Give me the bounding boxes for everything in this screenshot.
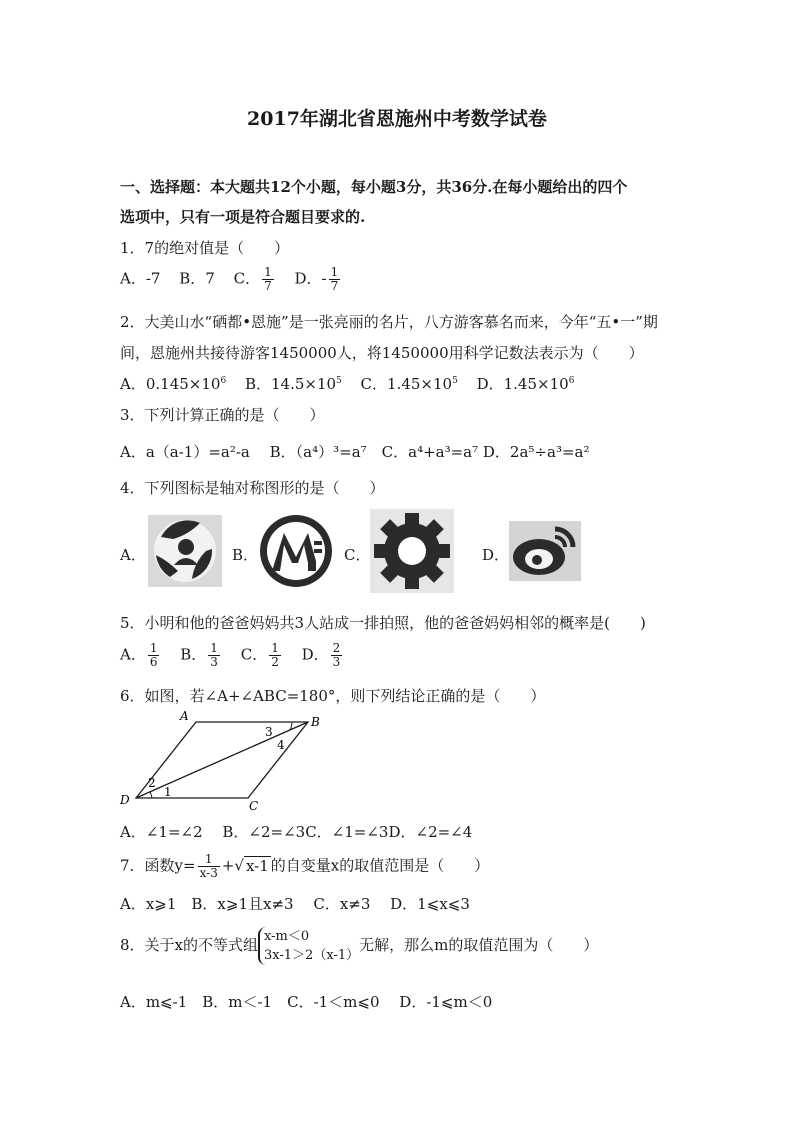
q2-option-c: C．1.45×10 xyxy=(360,375,453,393)
q7-stem-prefix: 7．函数y= xyxy=(120,856,196,875)
q2-option-b: B．14.5×10 xyxy=(244,375,337,393)
q4-option-b-label: B． xyxy=(232,546,259,564)
q4-option-b-icon xyxy=(258,513,334,589)
q2-option-c-exponent: 5 xyxy=(452,376,458,386)
question-2-line1: 2．大美山水“硒都•恩施”是一张亮丽的名片，八方游客慕名而来，今年“五•一”期 xyxy=(120,313,658,331)
question-5-stem: 5．小明和他的爸爸妈妈共3人站成一排拍照，他的爸爸妈妈相邻的概率是( ) xyxy=(120,614,646,632)
q1-option-a: A．-7 xyxy=(120,269,161,288)
q5-option-a: A． xyxy=(120,645,146,664)
q5-option-b: B． xyxy=(180,645,207,664)
question-4-stem: 4．下列图标是轴对称图形的是（ ） xyxy=(120,479,385,497)
section-heading-line2: 选项中，只有一项是符合题目要求的. xyxy=(120,208,366,226)
vertex-label-b: B xyxy=(311,715,320,729)
q2-option-d-exponent: 6 xyxy=(568,376,575,386)
question-7-stem xyxy=(120,853,489,880)
q4-option-d-label: D． xyxy=(482,546,510,564)
question-3-stem: 3．下列计算正确的是（ ） xyxy=(120,406,325,424)
vertex-label-a: A xyxy=(180,709,189,723)
question-1-options xyxy=(120,266,342,293)
q1-option-d: D．- xyxy=(294,269,327,288)
q7-fraction: $\frac{1}{x-3}$ xyxy=(199,852,218,880)
q1-option-c-fraction: $\frac{1}{7}$ xyxy=(264,265,272,293)
question-8-stem xyxy=(120,927,598,965)
vertex-label-c: C xyxy=(249,799,259,812)
question-3-options: A．a（a-1）=a²-a B．（a⁴）³=a⁷ C．a⁴+a³=a⁷ D．2a⁵÷a³=a² xyxy=(120,443,590,461)
q4-option-c-gear-icon xyxy=(370,509,454,593)
question-5-options xyxy=(120,642,344,669)
q4-option-a-icon xyxy=(148,515,222,587)
question-6-stem: 6．如图，若∠A+∠ABC=180°，则下列结论正确的是（ ） xyxy=(120,687,546,705)
q5-option-b-fraction: $\frac{1}{3}$ xyxy=(210,641,218,669)
q8-inequality-system: x-m＜0 3x-1＞2（x-1） xyxy=(258,927,359,965)
q1-option-b: B．7 xyxy=(179,269,215,288)
angle-label-4: 4 xyxy=(277,738,285,752)
q4-option-a-label: A． xyxy=(120,546,146,564)
q1-option-c: C． xyxy=(233,269,261,288)
vertex-label-d: D xyxy=(120,793,130,807)
q1-option-d-fraction: $\frac{1}{7}$ xyxy=(330,265,339,293)
q7-plus: + xyxy=(221,856,235,875)
question-2-line2: 间，恩施州共接待游客1450000人，将1450000用科学记数法表示为（ ） xyxy=(120,344,644,362)
question-1-stem: 1．7的绝对值是（ ） xyxy=(120,239,290,257)
q5-option-c-fraction: $\frac{1}{2}$ xyxy=(271,641,279,669)
question-2-options xyxy=(120,373,574,394)
question-6-options: A．∠1=∠2 B．∠2=∠3C．∠1=∠3D．∠2=∠4 xyxy=(120,823,473,841)
angle-label-2: 2 xyxy=(148,776,156,790)
q2-option-a-exponent: 6 xyxy=(220,376,227,386)
q7-stem-suffix: 的自变量x的取值范围是（ ） xyxy=(270,856,490,875)
q5-option-a-fraction: $\frac{1}{6}$ xyxy=(149,641,158,669)
angle-label-1: 1 xyxy=(164,785,172,799)
parallelogram-figure xyxy=(114,708,334,812)
question-8-options: A．m⩽-1 B．m＜-1 C．-1＜m⩽0 D．-1⩽m＜0 xyxy=(120,993,493,1011)
q4-option-d-weibo-icon xyxy=(509,521,581,581)
q8-stem-prefix: 8．关于x的不等式组 xyxy=(120,936,259,954)
question-7-options: A．x⩾1 B．x⩾1且x≠3 C．x≠3 D．1⩽x⩽3 xyxy=(120,895,470,913)
angle-label-3: 3 xyxy=(265,725,273,739)
q2-option-b-exponent: 5 xyxy=(336,376,342,386)
section-heading-line1: 一、选择题：本大题共12个小题，每小题3分，共36分.在每小题给出的四个 xyxy=(120,178,628,196)
q5-option-d: D． xyxy=(301,645,329,664)
q7-radical: √ x-1 xyxy=(234,856,269,875)
diagonal-db xyxy=(136,722,308,798)
page-title: 2017年湖北省恩施州中考数学试卷 xyxy=(247,108,547,130)
q8-stem-suffix: 无解，那么m的取值范围为（ ） xyxy=(359,936,599,954)
q5-option-c: C． xyxy=(240,645,268,664)
q4-option-c-label: C． xyxy=(344,546,371,564)
q2-option-d: D．1.45×10 xyxy=(476,375,569,393)
q2-option-a: A．0.145×10 xyxy=(120,375,221,393)
q5-option-d-fraction: $\frac{2}{3}$ xyxy=(332,641,341,669)
